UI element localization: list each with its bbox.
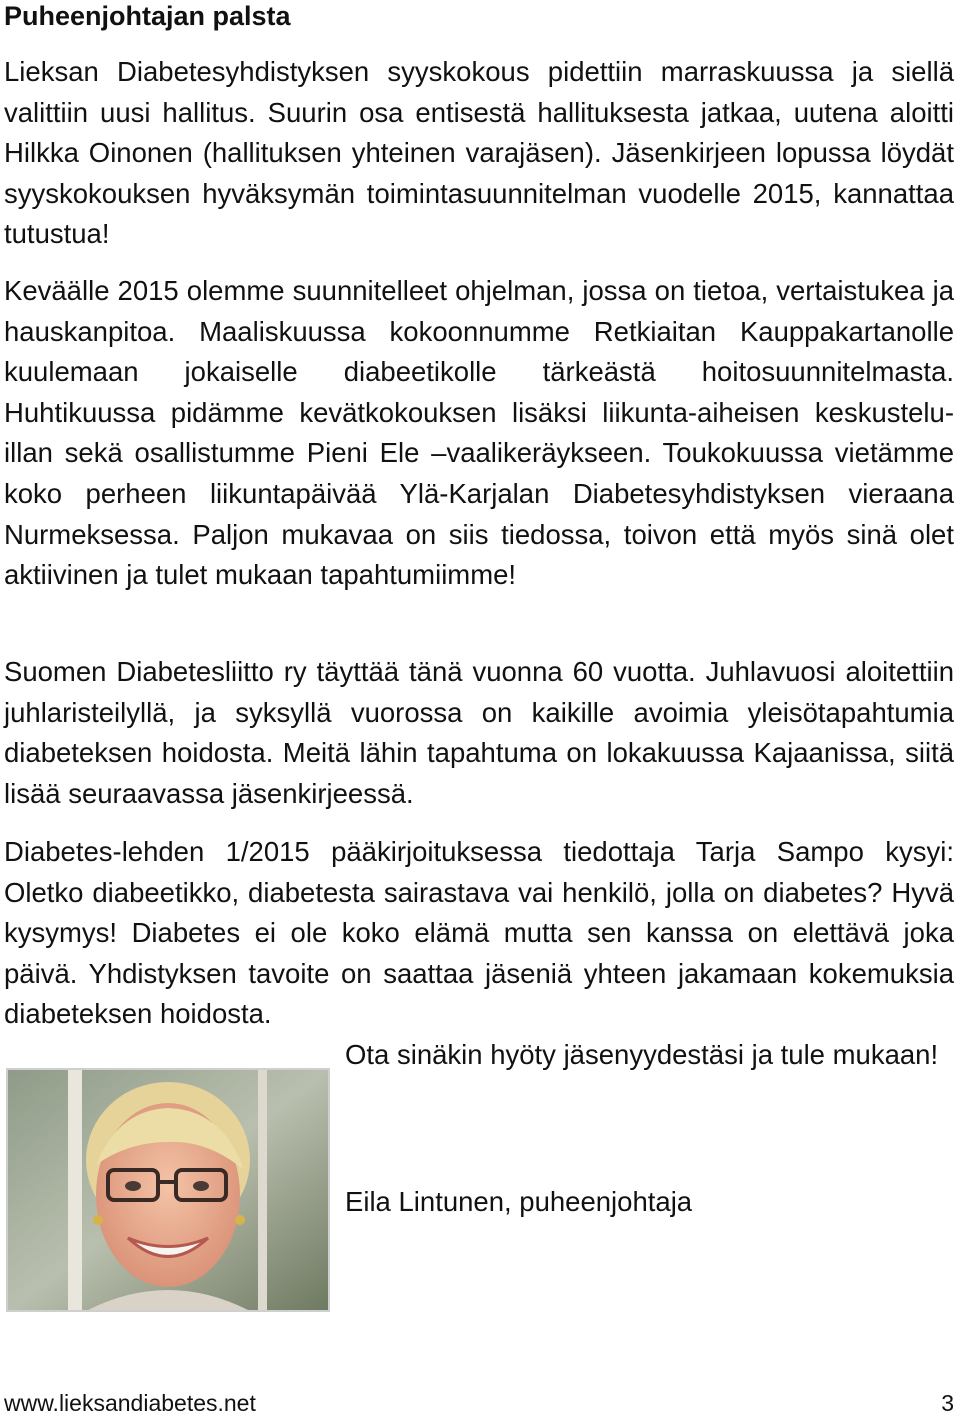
page-number: 3 [941,1390,954,1416]
paragraph-diabetesliitto: Suomen Diabetesliitto ry täyttää tänä vuonna 60 vuotta. Juhlavuosi aloitettiin juhlaristeilyllä, ja syksyllä vuorossa on kaikille avoimia yleisötapahtumia diabeteksen hoidosta. Meitä lähin tapahtuma on lokakuussa Kajaanissa, siitä lisää seuraavassa jäsenkirjeessä. [4,656,954,809]
paragraph-syyskokous: Lieksan Diabetesyhdistyksen syyskokous pidettiin marraskuussa ja siellä valittiin uusi hallitus. Suurin osa entisestä hallituksesta jatkaa, uutena aloitti Hilkka Oinonen (hallituksen yhteinen varajäsen). Jäsenkirjeen lopussa löydät syyskokouksen hyväksymän toimintasuunnitelman vuodelle 2015, kannattaa tutustua! [4,56,954,250]
signature: Eila Lintunen, puheenjohtaja [345,1186,693,1217]
page-title: Puheenjohtajan palsta [4,1,291,31]
paragraph-diabetes-lehti: Diabetes-lehden 1/2015 pääkirjoituksessa tiedottaja Tarja Sampo kysyi: Oletko diabeetikko, diabetesta sairastava vai henkilö, jolla on diabetes? Hyvä kysymys! Diabetes ei ole koko elämä mutta sen kanssa on elettävä joka päivä. Yhdistyksen tavoite on saattaa jäseniä yhteen jakamaan kokemuksia diabeteksen hoidosta. [4,836,954,1030]
footer-url: www.lieksandiabetes.net [4,1390,256,1416]
closing-invitation: Ota sinäkin hyöty jäsenyydestäsi ja tule mukaan! [345,1039,939,1070]
author-photo [6,1068,330,1312]
paragraph-kevat-ohjelma: Keväälle 2015 olemme suunnitelleet ohjelman, jossa on tietoa, vertaistukea ja hauskanpitoa. Maaliskuussa kokoonnumme Retkiaitan Kauppakartanolle kuulemaan jokaiselle diabeetikolle tärkeästä hoitosuunnitelmasta. Huhtikuussa pidämme kevätkokouksen lisäksi liikunta-aiheisen keskustelu-illan sekä osallistumme Pieni Ele –vaalikeräykseen. Toukokuussa vietämme koko perheen liikuntapäivää Ylä-Karjalan Diabetesyhdistyksen vieraana Nurmeksessa. Paljon mukavaa on siis tiedossa, toivon että myös sinä olet aktiivinen ja tulet mukaan tapahtumiimme! [4,275,954,591]
